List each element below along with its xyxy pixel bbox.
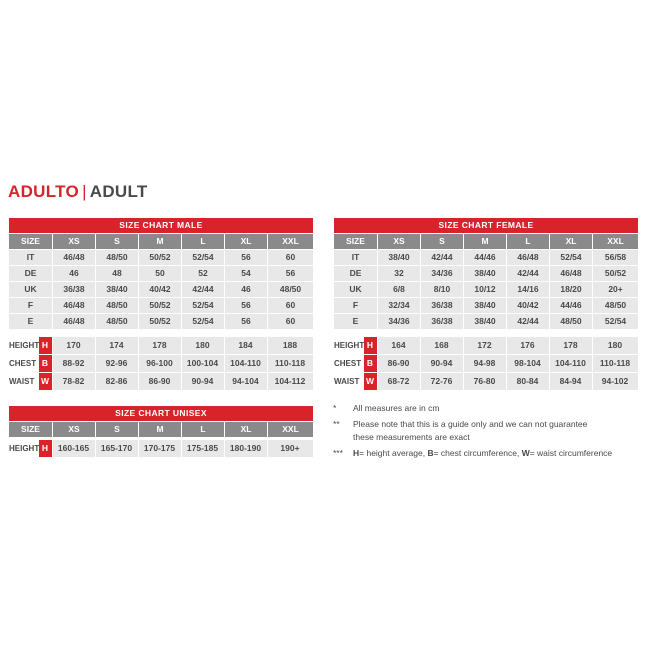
cell: 36/38: [53, 282, 96, 298]
cell: 110-118: [267, 355, 313, 373]
cell: 46/48: [507, 250, 550, 266]
table-row: [334, 266, 639, 282]
cell: 56: [268, 266, 314, 282]
table-row: [9, 298, 314, 314]
footnote-2-mark: **: [333, 418, 340, 429]
cell: 46: [225, 282, 268, 298]
measure-label-height: HEIGHT: [8, 337, 38, 355]
cell: 18/20: [550, 282, 593, 298]
cell: 38/40: [96, 282, 139, 298]
cell: 46/48: [53, 314, 96, 330]
column-header-xxl: XXL: [268, 422, 314, 438]
column-header-m: M: [139, 234, 182, 250]
measure-row-height: [8, 440, 313, 458]
cell: 46: [53, 266, 96, 282]
cell: 42/44: [507, 266, 550, 282]
cell: 50/52: [139, 298, 182, 314]
cell: 42/44: [182, 282, 225, 298]
cell: 104-110: [549, 355, 592, 373]
measure-row-chest: [333, 355, 638, 373]
cell: 86-90: [138, 373, 181, 391]
cell: 104-110: [224, 355, 267, 373]
measure-letter-b: B: [363, 355, 377, 373]
cell: 56: [225, 298, 268, 314]
row-label-de: DE: [9, 266, 53, 282]
page-title-english: ADULT: [89, 182, 148, 201]
cell: 68-72: [377, 373, 420, 391]
row-label-uk: UK: [9, 282, 53, 298]
cell: 44/46: [550, 298, 593, 314]
cell: 44/46: [464, 250, 507, 266]
table-row: [334, 314, 639, 330]
cell: 184: [224, 337, 267, 355]
column-header-m: M: [139, 422, 182, 438]
cell: 52/54: [593, 314, 639, 330]
size-chart-male-block: [8, 217, 313, 391]
column-header-xs: XS: [378, 234, 421, 250]
cell: 100-104: [181, 355, 224, 373]
measure-letter-h: H: [38, 337, 52, 355]
column-header-m: M: [464, 234, 507, 250]
cell: 50: [139, 266, 182, 282]
cell: 48/50: [96, 298, 139, 314]
footnote-3-letter-b: B: [427, 447, 434, 458]
cell: 20+: [593, 282, 639, 298]
cell: 80-84: [506, 373, 549, 391]
measure-row-waist: [333, 373, 638, 391]
column-header-l: L: [182, 422, 225, 438]
cell: 60: [268, 314, 314, 330]
column-header-size: SIZE: [9, 422, 53, 438]
cell: 94-98: [463, 355, 506, 373]
footnote-1-mark: *: [333, 403, 337, 413]
cell: 52/54: [550, 250, 593, 266]
size-chart-unisex-block: [8, 405, 313, 458]
cell: 50/52: [139, 250, 182, 266]
cell: 40/42: [139, 282, 182, 298]
cell: 38/40: [464, 298, 507, 314]
footnote-3-part-1: = height average,: [359, 447, 428, 458]
column-header-s: S: [96, 422, 139, 438]
footnote-3: [333, 447, 641, 461]
table-row: [9, 282, 314, 298]
cell: 76-80: [463, 373, 506, 391]
female-measures-table: [333, 336, 639, 391]
column-header-xl: XL: [550, 234, 593, 250]
table-title-row: [9, 218, 314, 234]
cell: 38/40: [378, 250, 421, 266]
measure-row-height: [8, 337, 313, 355]
cell: 98-104: [506, 355, 549, 373]
measure-letter-w: W: [363, 373, 377, 391]
cell: 165-170: [95, 440, 138, 458]
footnote-2-text: Please note that this is a guide only and we can not guarantee: [353, 418, 588, 429]
column-header-l: L: [182, 234, 225, 250]
column-header-xs: XS: [53, 234, 96, 250]
cell: 50/52: [593, 266, 639, 282]
cell: 48/50: [96, 250, 139, 266]
measure-label-height: HEIGHT: [8, 440, 38, 458]
cell: 56: [225, 314, 268, 330]
cell: 46/48: [53, 250, 96, 266]
cell: 56: [225, 250, 268, 266]
cell: 56/58: [593, 250, 639, 266]
cell: 82-86: [95, 373, 138, 391]
column-header-xxl: XXL: [268, 234, 314, 250]
measure-letter-h: H: [363, 337, 377, 355]
cell: 188: [267, 337, 313, 355]
cell: 10/12: [464, 282, 507, 298]
cell: 52/54: [182, 314, 225, 330]
row-label-f: F: [334, 298, 378, 314]
unisex-measures-table: [8, 439, 314, 458]
cell: 190+: [267, 440, 313, 458]
cell: 48/50: [96, 314, 139, 330]
cell: 46/48: [550, 266, 593, 282]
cell: 168: [420, 337, 463, 355]
cell: 104-112: [267, 373, 313, 391]
table-row: [9, 314, 314, 330]
cell: 60: [268, 250, 314, 266]
cell: 48/50: [593, 298, 639, 314]
male-measures-table: [8, 336, 314, 391]
cell: 170: [52, 337, 95, 355]
cell: 178: [138, 337, 181, 355]
footnote-1: [333, 402, 641, 416]
measure-label-waist: WAIST: [8, 373, 38, 391]
table-title-row: [9, 406, 314, 422]
footnote-3-text: [353, 447, 641, 461]
cell: 34/36: [378, 314, 421, 330]
row-label-it: IT: [334, 250, 378, 266]
table-row: [9, 250, 314, 266]
row-label-de: DE: [334, 266, 378, 282]
table-header-row: [9, 234, 314, 250]
footnote-3-part-3: = waist circumference: [529, 447, 613, 458]
page-title: [8, 182, 148, 202]
cell: 78-82: [52, 373, 95, 391]
cell: 180-190: [224, 440, 267, 458]
cell: 180: [592, 337, 638, 355]
cell: 84-94: [549, 373, 592, 391]
size-chart-male-table: [8, 217, 314, 330]
cell: 6/8: [378, 282, 421, 298]
row-label-uk: UK: [334, 282, 378, 298]
cell: 175-185: [181, 440, 224, 458]
table-title-row: [334, 218, 639, 234]
cell: 90-94: [181, 373, 224, 391]
column-header-size: SIZE: [9, 234, 53, 250]
row-label-f: F: [9, 298, 53, 314]
cell: 48/50: [268, 282, 314, 298]
size-chart-unisex-table: [8, 405, 314, 438]
measure-label-chest: CHEST: [333, 355, 363, 373]
cell: 52/54: [182, 250, 225, 266]
cell: 170-175: [138, 440, 181, 458]
measure-row-height: [333, 337, 638, 355]
footnotes: [333, 402, 641, 462]
row-label-e: E: [334, 314, 378, 330]
measure-label-height: HEIGHT: [333, 337, 363, 355]
footnote-3-part-2: = chest circumference,: [433, 447, 522, 458]
cell: 110-118: [592, 355, 638, 373]
table-row: [334, 282, 639, 298]
cell: 94-102: [592, 373, 638, 391]
row-label-e: E: [9, 314, 53, 330]
cell: 174: [95, 337, 138, 355]
footnote-3-letter-h: H: [353, 447, 360, 458]
page-title-separator: |: [82, 182, 87, 201]
footnote-1-text: All measures are in cm: [353, 403, 440, 413]
size-chart-male-title: SIZE CHART MALE: [9, 218, 314, 234]
measure-label-chest: CHEST: [8, 355, 38, 373]
cell: 32: [378, 266, 421, 282]
column-header-s: S: [421, 234, 464, 250]
size-chart-unisex-title: SIZE CHART UNISEX: [9, 406, 314, 422]
measure-row-chest: [8, 355, 313, 373]
page-title-italian: ADULTO: [8, 182, 80, 201]
cell: 176: [506, 337, 549, 355]
column-header-s: S: [96, 234, 139, 250]
cell: 32/34: [378, 298, 421, 314]
footnote-3-mark: ***: [333, 447, 343, 458]
cell: 52/54: [182, 298, 225, 314]
cell: 38/40: [464, 266, 507, 282]
table-row: [9, 266, 314, 282]
measure-letter-b: B: [38, 355, 52, 373]
size-chart-female-block: [333, 217, 638, 391]
cell: 54: [225, 266, 268, 282]
cell: 48/50: [550, 314, 593, 330]
measure-letter-h: H: [38, 440, 52, 458]
cell: 46/48: [53, 298, 96, 314]
cell: 90-94: [420, 355, 463, 373]
size-chart-female-title: SIZE CHART FEMALE: [334, 218, 639, 234]
cell: 36/38: [421, 314, 464, 330]
cell: 172: [463, 337, 506, 355]
footnote-2-text-line2: these measurements are exact: [353, 432, 470, 442]
size-chart-female-table: [333, 217, 639, 330]
cell: 52: [182, 266, 225, 282]
cell: 14/16: [507, 282, 550, 298]
measure-letter-w: W: [38, 373, 52, 391]
cell: 34/36: [421, 266, 464, 282]
cell: 60: [268, 298, 314, 314]
measure-row-waist: [8, 373, 313, 391]
cell: 8/10: [421, 282, 464, 298]
table-header-row: [9, 422, 314, 438]
cell: 38/40: [464, 314, 507, 330]
column-header-xl: XL: [225, 422, 268, 438]
table-header-row: [334, 234, 639, 250]
cell: 42/44: [507, 314, 550, 330]
cell: 72-76: [420, 373, 463, 391]
measure-label-waist: WAIST: [333, 373, 363, 391]
cell: 36/38: [421, 298, 464, 314]
table-row: [334, 250, 639, 266]
column-header-xs: XS: [53, 422, 96, 438]
cell: 50/52: [139, 314, 182, 330]
cell: 94-104: [224, 373, 267, 391]
cell: 92-96: [95, 355, 138, 373]
cell: 40/42: [507, 298, 550, 314]
cell: 178: [549, 337, 592, 355]
column-header-xxl: XXL: [593, 234, 639, 250]
cell: 160-165: [52, 440, 95, 458]
cell: 48: [96, 266, 139, 282]
column-header-size: SIZE: [334, 234, 378, 250]
cell: 180: [181, 337, 224, 355]
table-row: [334, 298, 639, 314]
footnote-3-letter-w: W: [521, 447, 530, 458]
column-header-xl: XL: [225, 234, 268, 250]
footnote-2: [333, 418, 641, 445]
cell: 42/44: [421, 250, 464, 266]
column-header-l: L: [507, 234, 550, 250]
cell: 164: [377, 337, 420, 355]
cell: 86-90: [377, 355, 420, 373]
row-label-it: IT: [9, 250, 53, 266]
cell: 96-100: [138, 355, 181, 373]
cell: 88-92: [52, 355, 95, 373]
